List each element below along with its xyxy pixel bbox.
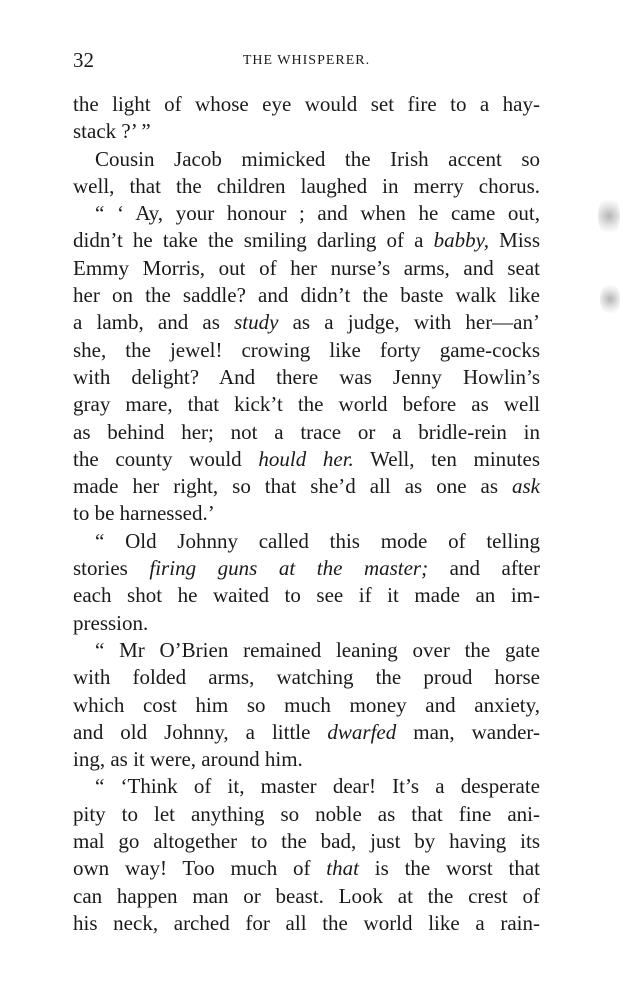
italic-word: that [326,856,359,881]
paragraph-start-line: “ ‘Think of it, master dear! It’s a desperate [95,774,540,799]
running-title: THE WHISPERER. [242,53,371,68]
ink-smudge [598,196,620,236]
text-line: well, that the children laughed in merry chorus. [73,173,540,198]
text-run: made her right, so that she’d all as one as [73,474,512,499]
text-line [73,555,540,582]
italic-word: ask [512,474,540,499]
body-text [73,91,540,937]
text-line: with delight? And there was Jenny Howlin’s [73,364,540,389]
text-run: man, wander- [396,719,540,744]
paragraph-start-line: Cousin Jacob mimicked the Irish accent so [95,146,540,171]
italic-word: hould her. [258,446,354,471]
text-run: own way! Too much of [73,856,327,881]
text-line [73,227,540,254]
text-run: is the worst that [358,856,540,881]
text-line: stack ?’ ” [73,119,151,144]
text-run: didn’t he take the smiling darling of a [73,228,434,253]
paragraph-start-line: “ ‘ Ay, your honour ; and when he came out, [95,201,540,226]
text-line [73,309,540,336]
text-line: she, the jewel! crowing like forty game-cocks [73,337,540,362]
text-line [73,855,540,882]
text-line: each shot he waited to see if it made an im- [73,583,540,608]
italic-word: dwarfed [327,719,397,744]
italic-word: babby, [433,228,490,253]
text-line: his neck, arched for all the world like a rain- [73,910,540,935]
text-line: as behind her; not a trace or a bridle-rein in [73,419,540,444]
text-line: ing, as it were, around him. [73,747,303,772]
text-run: and old Johnny, a little [73,719,328,744]
text-run: and after [428,556,540,581]
text-line: the light of whose eye would set fire to a hay- [73,92,540,116]
text-line: can happen man or beast. Look at the crest of [73,883,540,908]
page-number: 32 [73,48,94,72]
text-run: Well, ten minutes [353,446,541,471]
text-line: mal go altogether to the bad, just by having its [73,829,540,854]
text-run: Miss [489,228,540,253]
ink-smudge [600,282,620,316]
text-line: to be harnessed.’ [73,501,215,526]
text-line: her on the saddle? and didn’t the baste walk like [73,283,540,308]
italic-phrase: firing guns at the master; [149,556,429,581]
text-run: the county would [73,446,259,471]
text-line: gray mare, that kick’t the world before as well [73,392,540,417]
text-line [73,446,540,473]
text-line [73,473,540,500]
text-line: Emmy Morris, out of her nurse’s arms, and seat [73,255,540,280]
text-line [73,719,540,746]
text-run: stories [73,556,150,581]
text-line: pression. [73,610,149,635]
text-line: with folded arms, watching the proud horse [73,665,540,690]
text-run: as a judge, with her—an’ [278,310,540,335]
text-run: a lamb, and as [73,310,235,335]
page-header [73,48,540,78]
text-line: which cost him so much money and anxiety, [73,692,540,717]
text-line: pity to let anything so noble as that fine ani- [73,801,540,826]
paragraph-start-line: “ Old Johnny called this mode of telling [95,528,540,553]
paragraph-start-line: “ Mr O’Brien remained leaning over the gate [95,637,540,662]
italic-word: study [234,310,279,335]
